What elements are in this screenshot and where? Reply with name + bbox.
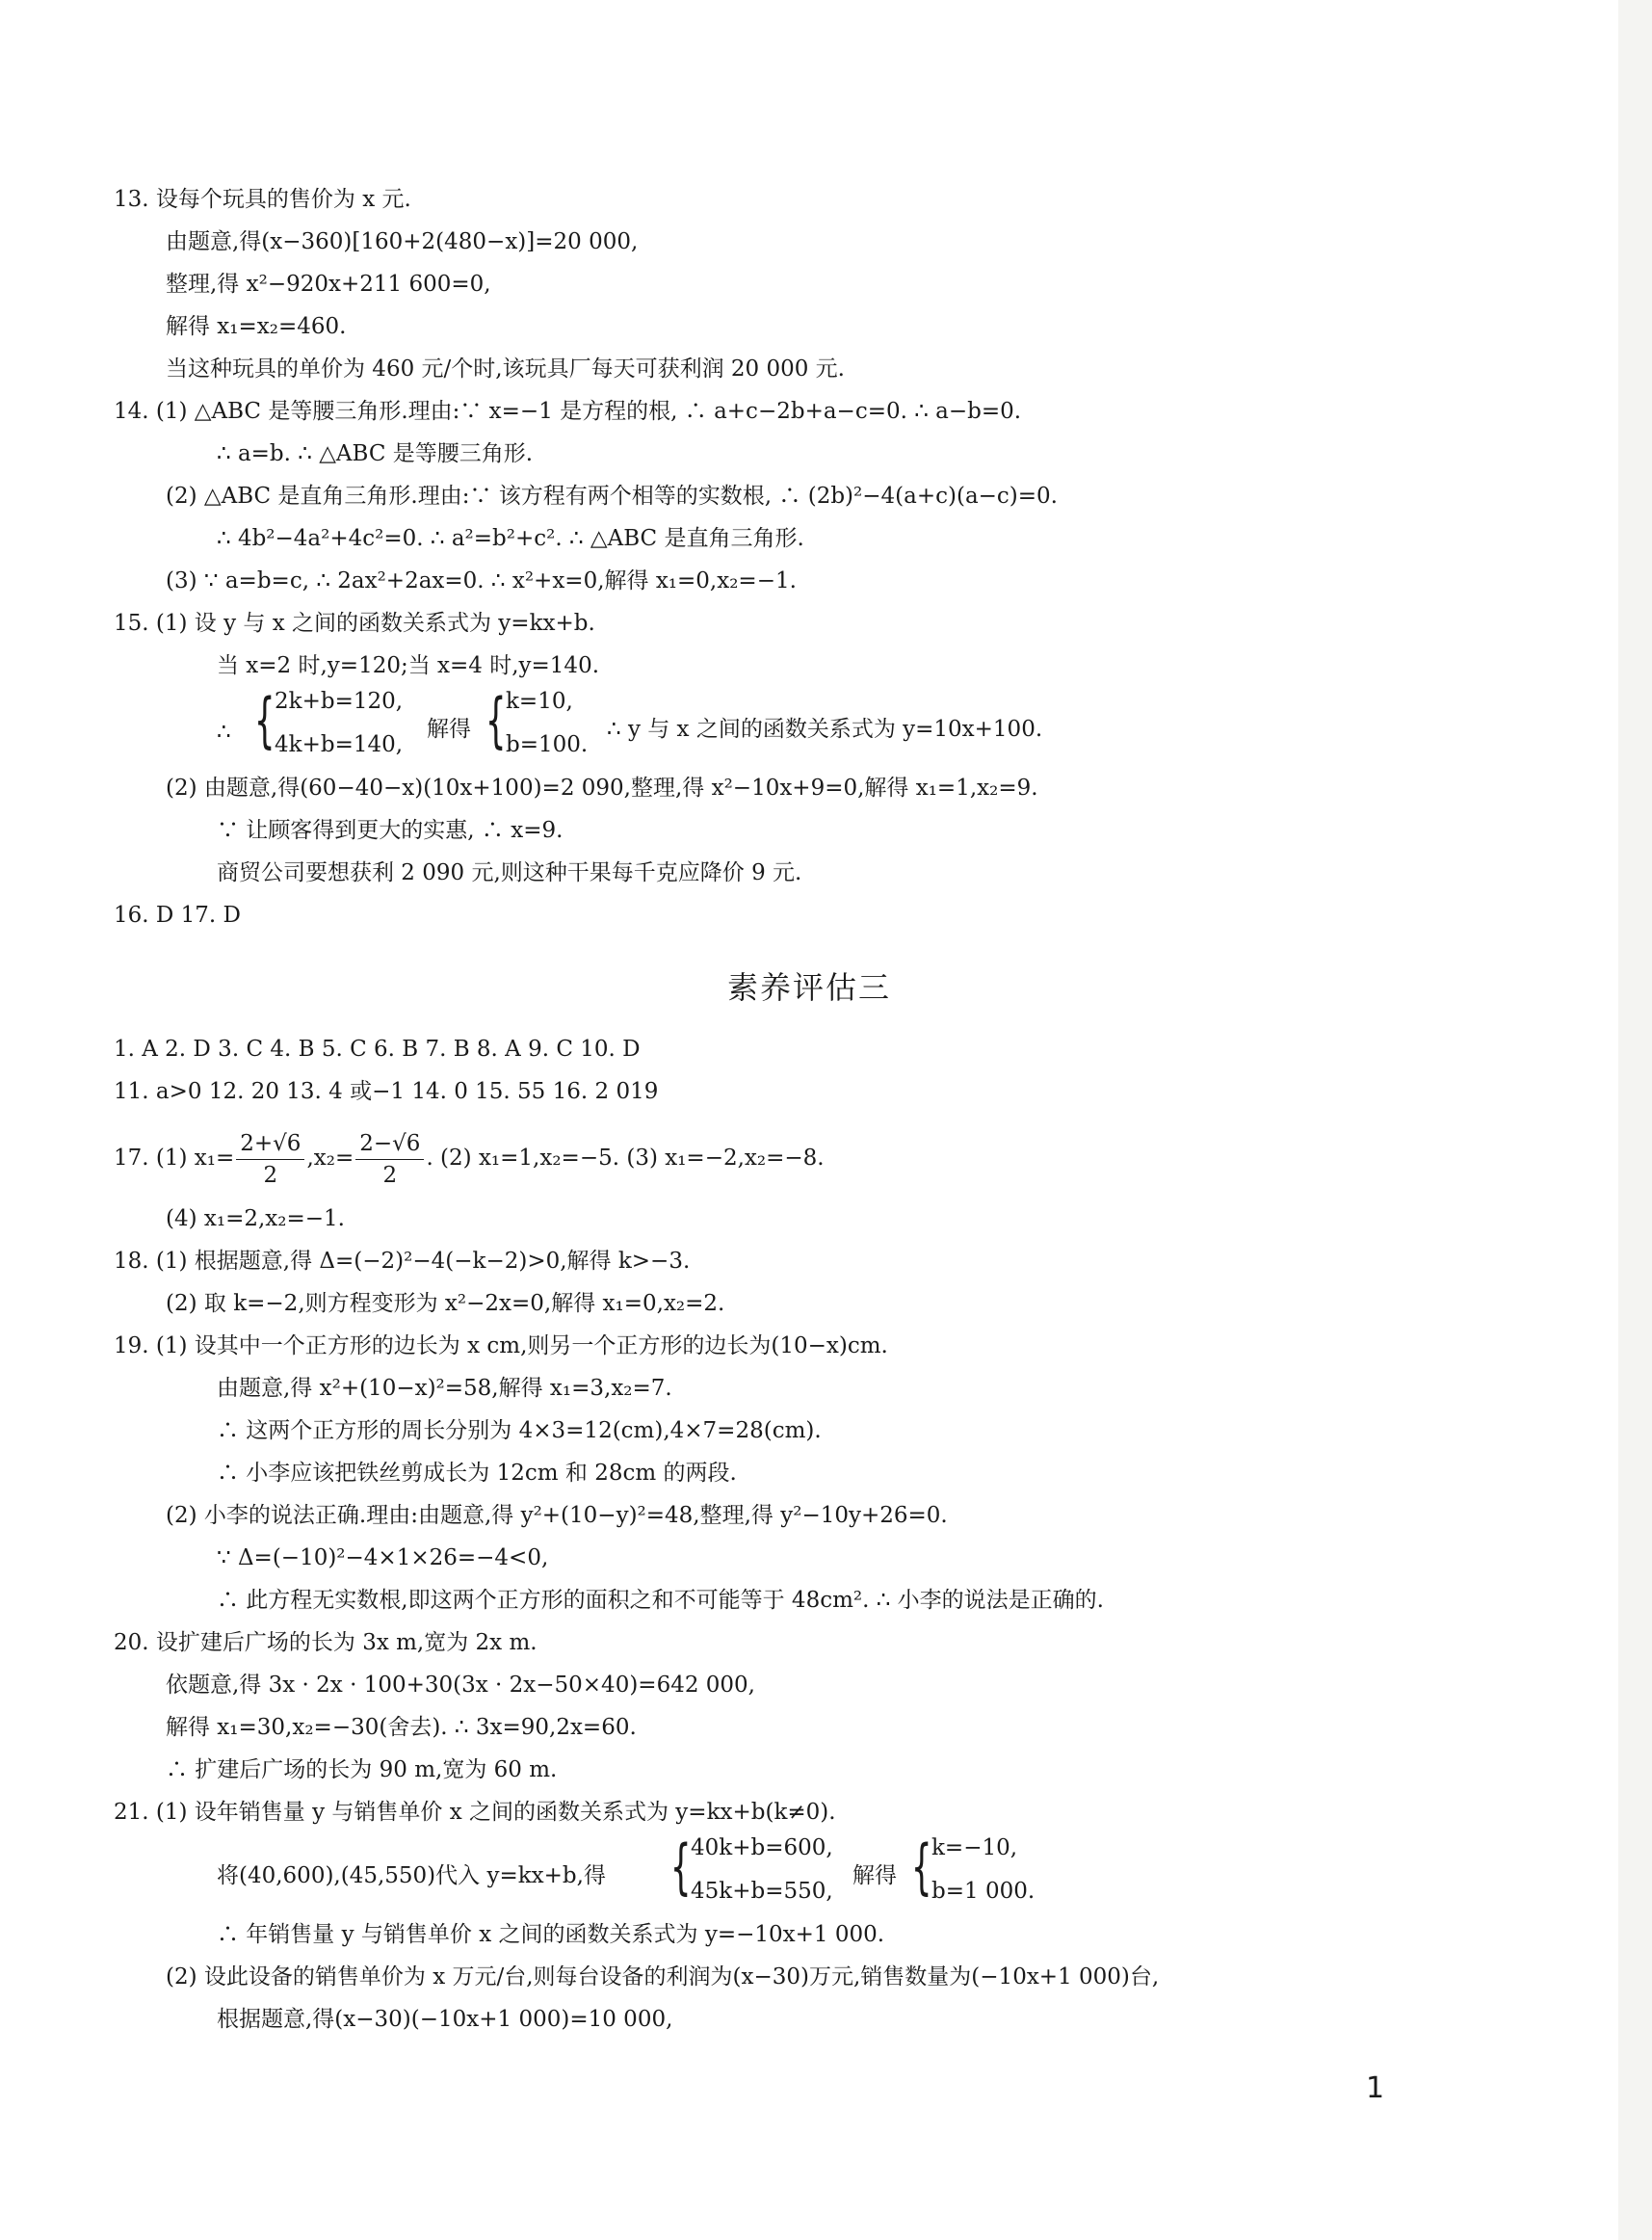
answer-line: (2) 由题意,得(60−40−x)(10x+100)=2 090,整理,得 x²−10x+9=0,解得 x₁=1,x₂=9. bbox=[166, 776, 1038, 801]
answer-line: (2) 取 k=−2,则方程变形为 x²−2x=0,解得 x₁=0,x₂=2. bbox=[166, 1291, 725, 1316]
solve-label: 解得 bbox=[852, 1863, 897, 1888]
q17-mid: ,x₂= bbox=[306, 1146, 354, 1171]
fraction bbox=[236, 1128, 304, 1191]
answer-line-17 bbox=[114, 1127, 825, 1191]
answer-line: ∵ Δ=(−10)²−4×1×26=−4<0, bbox=[217, 1545, 549, 1570]
answer-line: 1. A 2. D 3. C 4. B 5. C 6. B 7. B 8. A 9. C 10. D bbox=[114, 1037, 641, 1062]
solution: b=1 000. bbox=[931, 1879, 1036, 1904]
answer-line: 由题意,得(x−360)[160+2(480−x)]=20 000, bbox=[166, 229, 639, 254]
answer-line: 13. 设每个玩具的售价为 x 元. bbox=[114, 187, 411, 212]
answer-line: ∴ 这两个正方形的周长分别为 4×3=12(cm),4×7=28(cm). bbox=[217, 1418, 822, 1443]
answer-line: 根据题意,得(x−30)(−10x+1 000)=10 000, bbox=[217, 2007, 673, 2032]
solution: k=10, bbox=[506, 689, 573, 714]
answer-line: 16. D 17. D bbox=[114, 903, 241, 928]
answer-line: 18. (1) 根据题意,得 Δ=(−2)²−4(−k−2)>0,解得 k>−3. bbox=[114, 1249, 691, 1274]
solution: b=100. bbox=[506, 732, 589, 757]
answer-line: 21. (1) 设年销售量 y 与销售单价 x 之间的函数关系式为 y=kx+b(k≠0). bbox=[114, 1800, 836, 1825]
q17-tail: . (2) x₁=1,x₂=−5. (3) x₁=−2,x₂=−8. bbox=[426, 1146, 825, 1171]
left-brace-icon: { bbox=[669, 1832, 692, 1902]
equation: 45k+b=550, bbox=[691, 1879, 833, 1904]
answer-line: ∴ 此方程无实数根,即这两个正方形的面积之和不可能等于 48cm². ∴ 小李的说法是正确的. bbox=[217, 1588, 1104, 1613]
section-title: 素养评估三 bbox=[726, 969, 891, 1006]
answer-line: (2) 小李的说法正确.理由:由题意,得 y²+(10−y)²=48,整理,得 y²−10y+26=0. bbox=[166, 1503, 948, 1528]
answer-line: 解得 x₁=30,x₂=−30(舍去). ∴ 3x=90,2x=60. bbox=[166, 1715, 637, 1740]
answer-line: (2) △ABC 是直角三角形.理由:∵ 该方程有两个相等的实数根, ∴ (2b)²−4(a+c)(a−c)=0. bbox=[166, 484, 1058, 509]
fraction-denominator: 2 bbox=[263, 1162, 278, 1188]
left-brace-icon: { bbox=[910, 1832, 932, 1902]
equation: 2k+b=120, bbox=[275, 689, 404, 714]
fraction-numerator: 2+√6 bbox=[236, 1128, 304, 1160]
answer-line: 依题意,得 3x · 2x · 100+30(3x · 2x−50×40)=642 000, bbox=[166, 1673, 755, 1698]
answer-line: ∵ 让顾客得到更大的实惠, ∴ x=9. bbox=[217, 818, 564, 843]
system-lead: 将(40,600),(45,550)代入 y=kx+b,得 bbox=[217, 1863, 606, 1888]
answer-line: (4) x₁=2,x₂=−1. bbox=[166, 1206, 345, 1231]
fraction-numerator: 2−√6 bbox=[355, 1128, 424, 1160]
answer-line: (2) 设此设备的销售单价为 x 万元/台,则每台设备的利润为(x−30)万元,销售数量为(−10x+1 000)台, bbox=[166, 1964, 1160, 1990]
answer-line: 当 x=2 时,y=120;当 x=4 时,y=140. bbox=[217, 653, 600, 678]
equation: 40k+b=600, bbox=[691, 1835, 833, 1860]
solution: k=−10, bbox=[931, 1835, 1018, 1860]
q17-lead: 17. (1) x₁= bbox=[114, 1146, 235, 1171]
answer-line: 解得 x₁=x₂=460. bbox=[166, 314, 347, 339]
answer-line: 整理,得 x²−920x+211 600=0, bbox=[166, 272, 491, 297]
equation: 4k+b=140, bbox=[275, 732, 404, 757]
answer-line: 商贸公司要想获利 2 090 元,则这种干果每千克应降价 9 元. bbox=[217, 860, 802, 885]
answer-line: ∴ 扩建后广场的长为 90 m,宽为 60 m. bbox=[166, 1757, 558, 1782]
answer-line: 20. 设扩建后广场的长为 3x m,宽为 2x m. bbox=[114, 1630, 538, 1655]
fraction bbox=[355, 1128, 424, 1191]
answer-line: ∴ 小李应该把铁丝剪成长为 12cm 和 28cm 的两段. bbox=[217, 1461, 737, 1486]
solve-label: 解得 bbox=[427, 717, 471, 742]
answer-line: 当这种玩具的单价为 460 元/个时,该玩具厂每天可获利润 20 000 元. bbox=[166, 356, 845, 382]
left-brace-icon: { bbox=[253, 685, 275, 755]
answer-line: (3) ∵ a=b=c, ∴ 2ax²+2ax=0. ∴ x²+x=0,解得 x₁=0,x₂=−1. bbox=[166, 568, 797, 593]
answer-line: ∴ 年销售量 y 与销售单价 x 之间的函数关系式为 y=−10x+1 000. bbox=[217, 1922, 885, 1947]
answer-line: 19. (1) 设其中一个正方形的边长为 x cm,则另一个正方形的边长为(10−x)cm. bbox=[114, 1333, 888, 1358]
page-number: 1 bbox=[1366, 2071, 1385, 2105]
answer-line: ∴ 4b²−4a²+4c²=0. ∴ a²=b²+c². ∴ △ABC 是直角三角形. bbox=[217, 526, 804, 551]
answer-line: 14. (1) △ABC 是等腰三角形.理由:∵ x=−1 是方程的根, ∴ a+c−2b+a−c=0. ∴ a−b=0. bbox=[114, 399, 1022, 424]
answer-line: ∴ a=b. ∴ △ABC 是等腰三角形. bbox=[217, 441, 534, 466]
answer-line: 由题意,得 x²+(10−x)²=58,解得 x₁=3,x₂=7. bbox=[217, 1376, 672, 1401]
left-brace-icon: { bbox=[485, 685, 507, 755]
answer-line: 15. (1) 设 y 与 x 之间的函数关系式为 y=kx+b. bbox=[114, 611, 595, 636]
therefore-symbol: ∴ bbox=[217, 720, 231, 745]
fraction-denominator: 2 bbox=[382, 1162, 398, 1188]
answer-line: 11. a>0 12. 20 13. 4 或−1 14. 0 15. 55 16. 2 019 bbox=[114, 1079, 659, 1104]
conclusion: ∴ y 与 x 之间的函数关系式为 y=10x+100. bbox=[607, 717, 1043, 742]
